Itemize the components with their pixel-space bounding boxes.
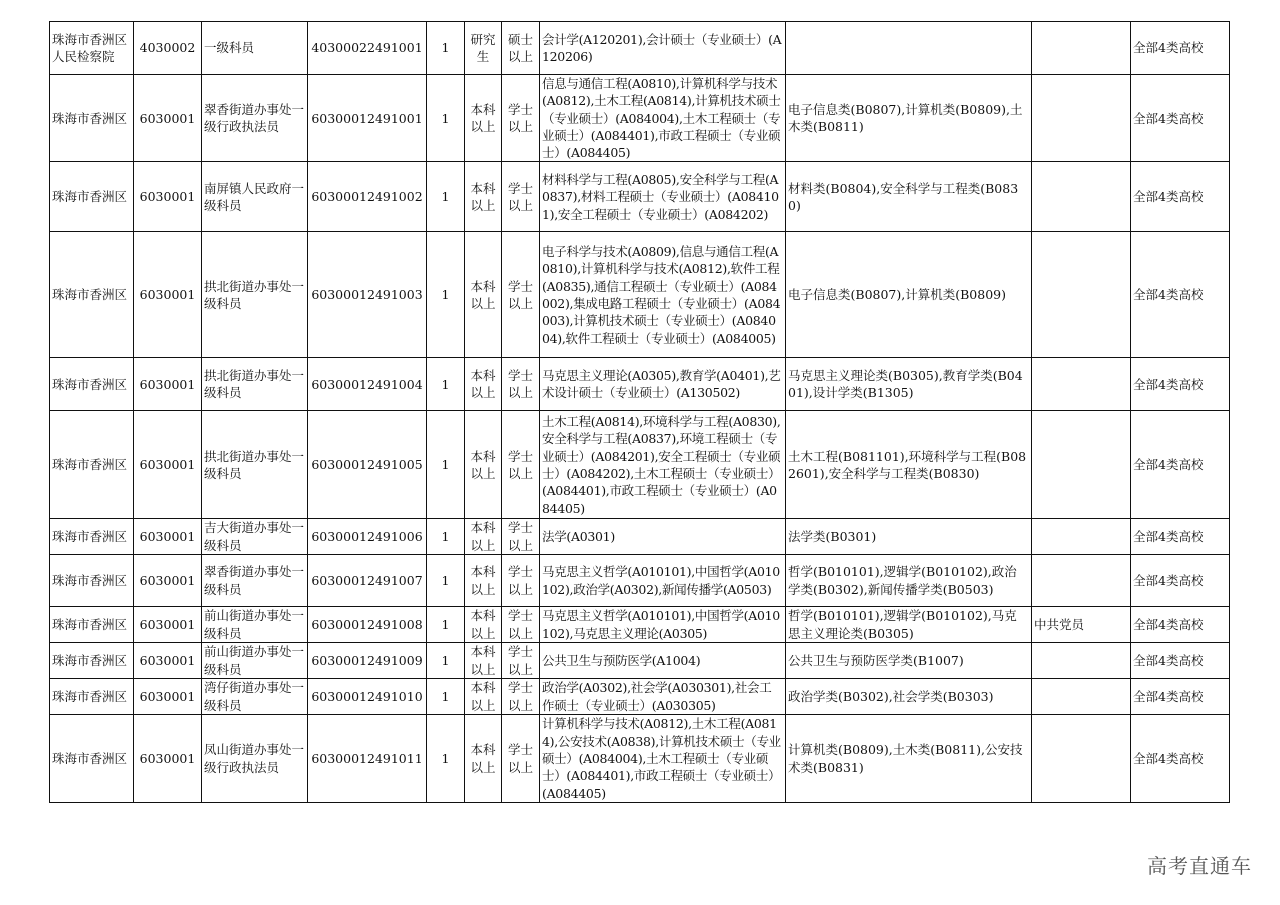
school-range-cell — [1131, 679, 1230, 715]
hire-count-cell — [427, 358, 465, 411]
bachelor-major-cell-text: 电子信息类(B0807),计算机类(B0809) — [788, 287, 1006, 303]
graduate-major-cell-text: 土木工程(A0814),环境科学与工程(A0830),安全科学与工程(A0837),环境工程硕士（专业硕士）(A084201),安全工程硕士（专业硕士）(A084202),土木工程硕士（专业硕士）(A084401),市政工程硕士（专业硕士）(A084405) — [542, 414, 781, 516]
unit-cell — [50, 519, 134, 555]
hire-count-cell-text: 1 — [441, 688, 450, 704]
other-requirement-cell — [1032, 162, 1131, 232]
school-range-cell-text: 全部4类高校 — [1133, 189, 1204, 205]
degree-cell-text: 学士以上 — [507, 564, 533, 597]
post-code-cell — [308, 75, 427, 162]
graduate-major-cell-text: 电子科学与技术(A0809),信息与通信工程(A0810),计算机科学与技术(A0812),软件工程(A0835),通信工程硕士（专业硕士）(A084002),集成电路工程硕士（专业硕士）(A084003),计算机技术硕士（专业硕士）(A084004),软件工程硕士（专业硕士）(A084005) — [542, 244, 781, 346]
graduate-major-cell — [540, 607, 786, 643]
post-code-cell-text: 60300012491001 — [311, 110, 423, 126]
hire-count-cell — [427, 22, 465, 75]
education-cell-text: 研究生 — [470, 31, 496, 64]
unit-cell-text: 珠海市香洲区 — [52, 688, 128, 704]
post-code-cell — [308, 555, 427, 607]
hire-count-cell — [427, 411, 465, 519]
unit-code-cell-text: 6030001 — [139, 750, 196, 766]
graduate-major-cell — [540, 162, 786, 232]
hire-count-cell-text: 1 — [441, 652, 450, 668]
post-code-cell-text: 60300012491004 — [311, 376, 423, 392]
graduate-major-cell-text: 马克思主义理论(A0305),教育学(A0401),艺术设计硕士（专业硕士）(A130502) — [542, 368, 781, 401]
hire-count-cell — [427, 519, 465, 555]
bachelor-major-cell-text: 土木工程(B081101),环境科学与工程(B082601),安全科学与工程类(B0830) — [788, 448, 1027, 481]
bachelor-major-cell-text: 电子信息类(B0807),计算机类(B0809),土木类(B0811) — [788, 101, 1023, 135]
education-cell — [465, 232, 502, 358]
school-range-cell-text: 全部4类高校 — [1133, 616, 1204, 632]
unit-code-cell — [134, 607, 202, 643]
education-cell — [465, 679, 502, 715]
unit-cell — [50, 411, 134, 519]
post-name-cell — [202, 358, 308, 411]
unit-code-cell-text: 6030001 — [139, 616, 196, 632]
post-name-cell — [202, 75, 308, 162]
hire-count-cell-text: 1 — [441, 529, 450, 545]
unit-code-cell — [134, 679, 202, 715]
post-code-cell — [308, 358, 427, 411]
school-range-cell — [1131, 162, 1230, 232]
graduate-major-cell — [540, 75, 786, 162]
table-row — [50, 555, 1230, 607]
post-code-cell-text: 60300012491002 — [311, 189, 423, 205]
degree-cell-text: 学士以上 — [507, 520, 533, 553]
education-cell-text: 本科以上 — [470, 564, 496, 597]
graduate-major-cell — [540, 411, 786, 519]
bachelor-major-cell-text: 计算机类(B0809),土木类(B0811),公安技术类(B0831) — [788, 742, 1023, 775]
bachelor-major-cell-text: 政治学类(B0302),社会学类(B0303) — [788, 688, 994, 704]
hire-count-cell-text: 1 — [441, 189, 450, 205]
unit-code-cell — [134, 22, 202, 75]
hire-count-cell — [427, 162, 465, 232]
bachelor-major-cell — [786, 643, 1032, 679]
post-name-cell-text: 拱北街道办事处一级科员 — [204, 278, 305, 311]
post-name-cell — [202, 519, 308, 555]
table-row — [50, 643, 1230, 679]
hire-count-cell-text: 1 — [441, 40, 450, 56]
unit-code-cell-text: 6030001 — [139, 457, 196, 473]
graduate-major-cell-text: 会计学(A120201),会计硕士（专业硕士）(A120206) — [542, 31, 782, 64]
other-requirement-cell — [1032, 75, 1131, 162]
other-requirement-cell-text: 中共党员 — [1034, 616, 1085, 632]
school-range-cell-text: 全部4类高校 — [1133, 529, 1204, 545]
hire-count-cell-text: 1 — [441, 616, 450, 632]
positions-table — [49, 21, 1230, 803]
education-cell — [465, 519, 502, 555]
table-row — [50, 519, 1230, 555]
graduate-major-cell-text: 马克思主义哲学(A010101),中国哲学(A010102),马克思主义理论(A0305) — [542, 608, 780, 641]
bachelor-major-cell — [786, 679, 1032, 715]
unit-code-cell — [134, 75, 202, 162]
bachelor-major-cell-text: 哲学(B010101),逻辑学(B010102),马克思主义理论类(B0305) — [788, 608, 1017, 641]
hire-count-cell-text: 1 — [441, 572, 450, 588]
education-cell-text: 本科以上 — [470, 101, 496, 135]
graduate-major-cell-text: 政治学(A0302),社会学(A030301),社会工作硕士（专业硕士）(A030305) — [542, 680, 772, 713]
hire-count-cell — [427, 555, 465, 607]
graduate-major-cell-text: 计算机科学与技术(A0812),土木工程(A0814),公安技术(A0838),计算机技术硕士（专业硕士）(A084004),土木工程硕士（专业硕士）(A084401),市政工程硕士（专业硕士）(A084405) — [542, 716, 781, 801]
graduate-major-cell — [540, 555, 786, 607]
school-range-cell-text: 全部4类高校 — [1133, 40, 1204, 56]
post-code-cell — [308, 411, 427, 519]
degree-cell — [502, 162, 540, 232]
degree-cell — [502, 715, 540, 803]
bachelor-major-cell — [786, 22, 1032, 75]
school-range-cell — [1131, 715, 1230, 803]
education-cell — [465, 607, 502, 643]
education-cell — [465, 643, 502, 679]
education-cell — [465, 22, 502, 75]
other-requirement-cell — [1032, 411, 1131, 519]
table-row — [50, 162, 1230, 232]
school-range-cell-text: 全部4类高校 — [1133, 652, 1204, 668]
post-name-cell-text: 前山街道办事处一级科员 — [204, 608, 305, 641]
unit-code-cell-text: 6030001 — [139, 376, 196, 392]
bachelor-major-cell-text: 哲学(B010101),逻辑学(B010102),政治学类(B0302),新闻传播学类(B0503) — [788, 564, 1017, 597]
table-body — [50, 22, 1230, 803]
unit-code-cell — [134, 358, 202, 411]
unit-code-cell-text: 6030001 — [139, 529, 196, 545]
education-cell — [465, 358, 502, 411]
post-code-cell-text: 60300012491003 — [311, 287, 423, 303]
degree-cell — [502, 411, 540, 519]
post-name-cell — [202, 679, 308, 715]
post-code-cell — [308, 22, 427, 75]
unit-code-cell-text: 6030001 — [139, 572, 196, 588]
post-code-cell — [308, 162, 427, 232]
bachelor-major-cell — [786, 75, 1032, 162]
post-name-cell-text: 翠香街道办事处一级行政执法员 — [204, 101, 305, 135]
education-cell-text: 本科以上 — [470, 278, 496, 311]
unit-code-cell — [134, 643, 202, 679]
graduate-major-cell — [540, 679, 786, 715]
degree-cell-text: 学士以上 — [507, 742, 533, 775]
table-row — [50, 715, 1230, 803]
post-name-cell-text: 南屏镇人民政府一级科员 — [204, 180, 305, 213]
table-row — [50, 22, 1230, 75]
unit-cell-text: 珠海市香洲区 — [52, 110, 128, 126]
school-range-cell — [1131, 358, 1230, 411]
other-requirement-cell — [1032, 555, 1131, 607]
graduate-major-cell-text: 信息与通信工程(A0810),计算机科学与技术(A0812),土木工程(A0814),计算机技术硕士（专业硕士）(A084004),土木工程硕士（专业硕士）(A084401),市政工程硕士（专业硕士）(A084405) — [542, 76, 781, 161]
unit-code-cell — [134, 162, 202, 232]
post-code-cell — [308, 679, 427, 715]
other-requirement-cell — [1032, 715, 1131, 803]
hire-count-cell-text: 1 — [441, 750, 450, 766]
degree-cell-text: 学士以上 — [507, 644, 533, 677]
degree-cell — [502, 643, 540, 679]
hire-count-cell-text: 1 — [441, 457, 450, 473]
hire-count-cell — [427, 607, 465, 643]
education-cell-text: 本科以上 — [470, 368, 496, 401]
unit-cell-text: 珠海市香洲区 — [52, 572, 128, 588]
unit-cell — [50, 607, 134, 643]
degree-cell — [502, 232, 540, 358]
unit-code-cell — [134, 232, 202, 358]
post-name-cell-text: 拱北街道办事处一级科员 — [204, 368, 305, 401]
post-code-cell-text: 60300012491008 — [311, 616, 423, 632]
post-name-cell — [202, 607, 308, 643]
education-cell-text: 本科以上 — [470, 742, 496, 775]
post-code-cell-text: 40300022491001 — [311, 40, 423, 56]
unit-code-cell-text: 6030001 — [139, 287, 196, 303]
bachelor-major-cell — [786, 519, 1032, 555]
post-code-cell — [308, 715, 427, 803]
unit-cell-text: 珠海市香洲区 — [52, 457, 128, 473]
education-cell — [465, 715, 502, 803]
unit-code-cell — [134, 715, 202, 803]
education-cell-text: 本科以上 — [470, 644, 496, 677]
post-name-cell-text: 湾仔街道办事处一级科员 — [204, 680, 305, 713]
unit-cell — [50, 555, 134, 607]
graduate-major-cell-text: 材料科学与工程(A0805),安全科学与工程(A0837),材料工程硕士（专业硕士）(A084101),安全工程硕士（专业硕士）(A084202) — [542, 172, 779, 222]
degree-cell-text: 学士以上 — [507, 608, 533, 641]
unit-cell-text: 珠海市香洲区 — [52, 652, 128, 668]
education-cell — [465, 411, 502, 519]
degree-cell-text: 硕士以上 — [507, 31, 533, 64]
post-name-cell-text: 翠香街道办事处一级科员 — [204, 564, 305, 597]
degree-cell-text: 学士以上 — [507, 680, 533, 713]
unit-code-cell-text: 6030001 — [139, 189, 196, 205]
other-requirement-cell — [1032, 643, 1131, 679]
degree-cell — [502, 75, 540, 162]
post-name-cell — [202, 643, 308, 679]
other-requirement-cell — [1032, 22, 1131, 75]
bachelor-major-cell — [786, 358, 1032, 411]
unit-cell-text: 珠海市香洲区 — [52, 287, 128, 303]
education-cell — [465, 555, 502, 607]
degree-cell — [502, 555, 540, 607]
school-range-cell — [1131, 643, 1230, 679]
school-range-cell-text: 全部4类高校 — [1133, 572, 1204, 588]
other-requirement-cell — [1032, 679, 1131, 715]
hire-count-cell-text: 1 — [441, 376, 450, 392]
table-row — [50, 679, 1230, 715]
graduate-major-cell — [540, 358, 786, 411]
unit-cell — [50, 232, 134, 358]
graduate-major-cell-text: 公共卫生与预防医学(A1004) — [542, 652, 701, 668]
degree-cell-text: 学士以上 — [507, 448, 533, 481]
unit-code-cell-text: 6030001 — [139, 652, 196, 668]
school-range-cell — [1131, 232, 1230, 358]
post-name-cell — [202, 715, 308, 803]
watermark: 高考直通车 — [1147, 854, 1252, 878]
bachelor-major-cell — [786, 715, 1032, 803]
post-code-cell — [308, 519, 427, 555]
other-requirement-cell — [1032, 232, 1131, 358]
unit-cell-text: 珠海市香洲区 — [52, 189, 128, 205]
education-cell-text: 本科以上 — [470, 180, 496, 213]
post-name-cell-text: 拱北街道办事处一级科员 — [204, 448, 305, 481]
hire-count-cell — [427, 715, 465, 803]
bachelor-major-cell — [786, 232, 1032, 358]
bachelor-major-cell — [786, 555, 1032, 607]
unit-cell — [50, 358, 134, 411]
graduate-major-cell — [540, 519, 786, 555]
table-row — [50, 358, 1230, 411]
post-code-cell-text: 60300012491011 — [311, 750, 423, 766]
school-range-cell — [1131, 519, 1230, 555]
post-name-cell — [202, 22, 308, 75]
unit-cell-text: 珠海市香洲区 — [52, 529, 128, 545]
unit-cell — [50, 22, 134, 75]
other-requirement-cell — [1032, 519, 1131, 555]
unit-cell-text: 珠海市香洲区 — [52, 750, 128, 766]
degree-cell — [502, 358, 540, 411]
degree-cell — [502, 22, 540, 75]
unit-cell — [50, 679, 134, 715]
graduate-major-cell — [540, 643, 786, 679]
degree-cell — [502, 607, 540, 643]
school-range-cell — [1131, 75, 1230, 162]
education-cell — [465, 162, 502, 232]
other-requirement-cell — [1032, 607, 1131, 643]
unit-cell — [50, 162, 134, 232]
post-code-cell — [308, 232, 427, 358]
post-code-cell-text: 60300012491005 — [311, 457, 423, 473]
bachelor-major-cell — [786, 607, 1032, 643]
bachelor-major-cell-text: 公共卫生与预防医学类(B1007) — [788, 652, 964, 668]
hire-count-cell — [427, 643, 465, 679]
unit-cell — [50, 75, 134, 162]
table-row — [50, 75, 1230, 162]
school-range-cell-text: 全部4类高校 — [1133, 750, 1204, 766]
unit-cell-text: 珠海市香洲区 — [52, 616, 128, 632]
bachelor-major-cell-text: 法学类(B0301) — [788, 529, 877, 545]
unit-code-cell — [134, 411, 202, 519]
graduate-major-cell — [540, 715, 786, 803]
bachelor-major-cell — [786, 162, 1032, 232]
post-name-cell-text: 一级科员 — [204, 40, 255, 56]
unit-cell — [50, 715, 134, 803]
degree-cell — [502, 679, 540, 715]
post-name-cell — [202, 232, 308, 358]
unit-code-cell-text: 6030001 — [139, 688, 196, 704]
school-range-cell — [1131, 411, 1230, 519]
education-cell-text: 本科以上 — [470, 448, 496, 481]
education-cell-text: 本科以上 — [470, 608, 496, 641]
post-name-cell — [202, 555, 308, 607]
post-name-cell-text: 凤山街道办事处一级行政执法员 — [204, 742, 305, 775]
table-row — [50, 232, 1230, 358]
post-code-cell-text: 60300012491009 — [311, 652, 423, 668]
bachelor-major-cell — [786, 411, 1032, 519]
unit-cell-text: 珠海市香洲区人民检察院 — [52, 31, 128, 64]
degree-cell-text: 学士以上 — [507, 368, 533, 401]
table-row — [50, 607, 1230, 643]
bachelor-major-cell-text: 材料类(B0804),安全科学与工程类(B0830) — [788, 180, 1019, 213]
school-range-cell-text: 全部4类高校 — [1133, 287, 1204, 303]
degree-cell-text: 学士以上 — [507, 278, 533, 311]
bachelor-major-cell-text: 马克思主义理论类(B0305),教育学类(B0401),设计学类(B1305) — [788, 368, 1023, 401]
post-code-cell-text: 60300012491006 — [311, 529, 423, 545]
unit-code-cell — [134, 555, 202, 607]
graduate-major-cell-text: 法学(A0301) — [542, 529, 615, 545]
unit-code-cell — [134, 519, 202, 555]
school-range-cell — [1131, 555, 1230, 607]
graduate-major-cell — [540, 232, 786, 358]
post-code-cell-text: 60300012491010 — [311, 688, 423, 704]
post-code-cell — [308, 643, 427, 679]
degree-cell — [502, 519, 540, 555]
unit-code-cell-text: 6030001 — [139, 110, 196, 126]
unit-code-cell-text: 4030002 — [139, 40, 196, 56]
unit-cell-text: 珠海市香洲区 — [52, 376, 128, 392]
hire-count-cell-text: 1 — [441, 287, 450, 303]
degree-cell-text: 学士以上 — [507, 101, 533, 135]
education-cell-text: 本科以上 — [470, 680, 496, 713]
education-cell-text: 本科以上 — [470, 520, 496, 553]
post-code-cell — [308, 607, 427, 643]
other-requirement-cell — [1032, 358, 1131, 411]
table-row — [50, 411, 1230, 519]
graduate-major-cell — [540, 22, 786, 75]
school-range-cell-text: 全部4类高校 — [1133, 110, 1204, 126]
school-range-cell-text: 全部4类高校 — [1133, 457, 1204, 473]
post-code-cell-text: 60300012491007 — [311, 572, 423, 588]
education-cell — [465, 75, 502, 162]
school-range-cell — [1131, 22, 1230, 75]
graduate-major-cell-text: 马克思主义哲学(A010101),中国哲学(A010102),政治学(A0302),新闻传播学(A0503) — [542, 564, 780, 597]
hire-count-cell — [427, 679, 465, 715]
school-range-cell-text: 全部4类高校 — [1133, 688, 1204, 704]
hire-count-cell-text: 1 — [441, 110, 450, 126]
unit-cell — [50, 643, 134, 679]
post-name-cell — [202, 411, 308, 519]
school-range-cell-text: 全部4类高校 — [1133, 376, 1204, 392]
post-name-cell — [202, 162, 308, 232]
degree-cell-text: 学士以上 — [507, 180, 533, 213]
hire-count-cell — [427, 232, 465, 358]
school-range-cell — [1131, 607, 1230, 643]
hire-count-cell — [427, 75, 465, 162]
post-name-cell-text: 吉大街道办事处一级科员 — [204, 520, 305, 553]
post-name-cell-text: 前山街道办事处一级科员 — [204, 644, 305, 677]
